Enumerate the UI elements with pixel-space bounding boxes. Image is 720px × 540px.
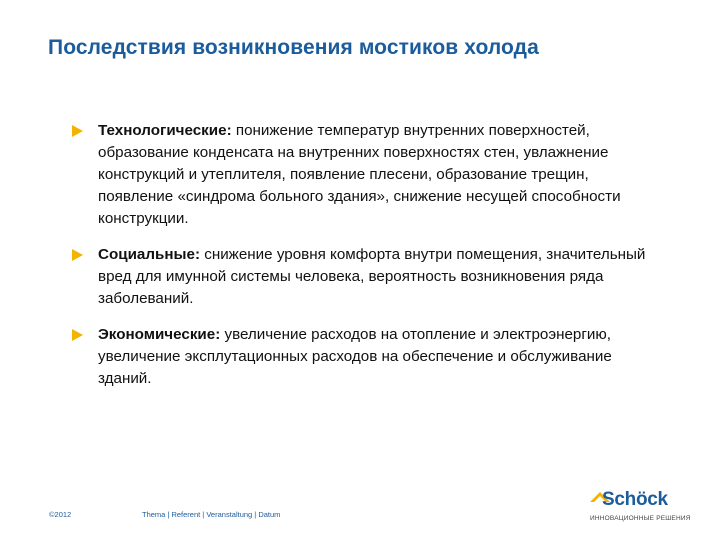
bullet-item-economic <box>70 324 660 390</box>
bullet-text: понижение температур внутренних поверхностей, образование конденсата на внутренних поверхностях стен, увлажнение конструкций и утеплителя, появление плесени, образование трещин, появление «синдрома больного здания», снижение несущей способности конструкции. <box>98 122 621 227</box>
bullet-item-social <box>70 244 660 310</box>
bullet-label: Экономические: <box>98 326 221 343</box>
bullet-item-technological <box>70 120 660 230</box>
logo-wordmark: Schöck <box>602 489 668 510</box>
triangle-bullet-icon <box>72 249 83 261</box>
bullet-list <box>70 120 660 404</box>
triangle-bullet-icon <box>72 329 83 341</box>
bullet-label: Технологические: <box>98 122 232 139</box>
slide-title: Последствия возникновения мостиков холода <box>48 36 539 59</box>
bullet-text: снижение уровня комфорта внутри помещения, значительный вред для имунной системы человека, вероятность возникновения ряда заболеваний. <box>98 246 646 307</box>
bullet-text: увеличение расходов на отопление и электроэнергию, увеличение эксплутационных расходов на обеспечение и обслуживание зданий. <box>98 326 612 387</box>
logo-tagline: ИННОВАЦИОННЫЕ РЕШЕНИЯ <box>590 515 691 522</box>
triangle-bullet-icon <box>72 125 83 137</box>
schock-logo <box>588 486 698 526</box>
footer-info: Thema | Referent | Veranstaltung | Datum <box>142 510 281 519</box>
bullet-label: Социальные: <box>98 246 200 263</box>
footer-copyright: ©2012 <box>49 510 72 519</box>
